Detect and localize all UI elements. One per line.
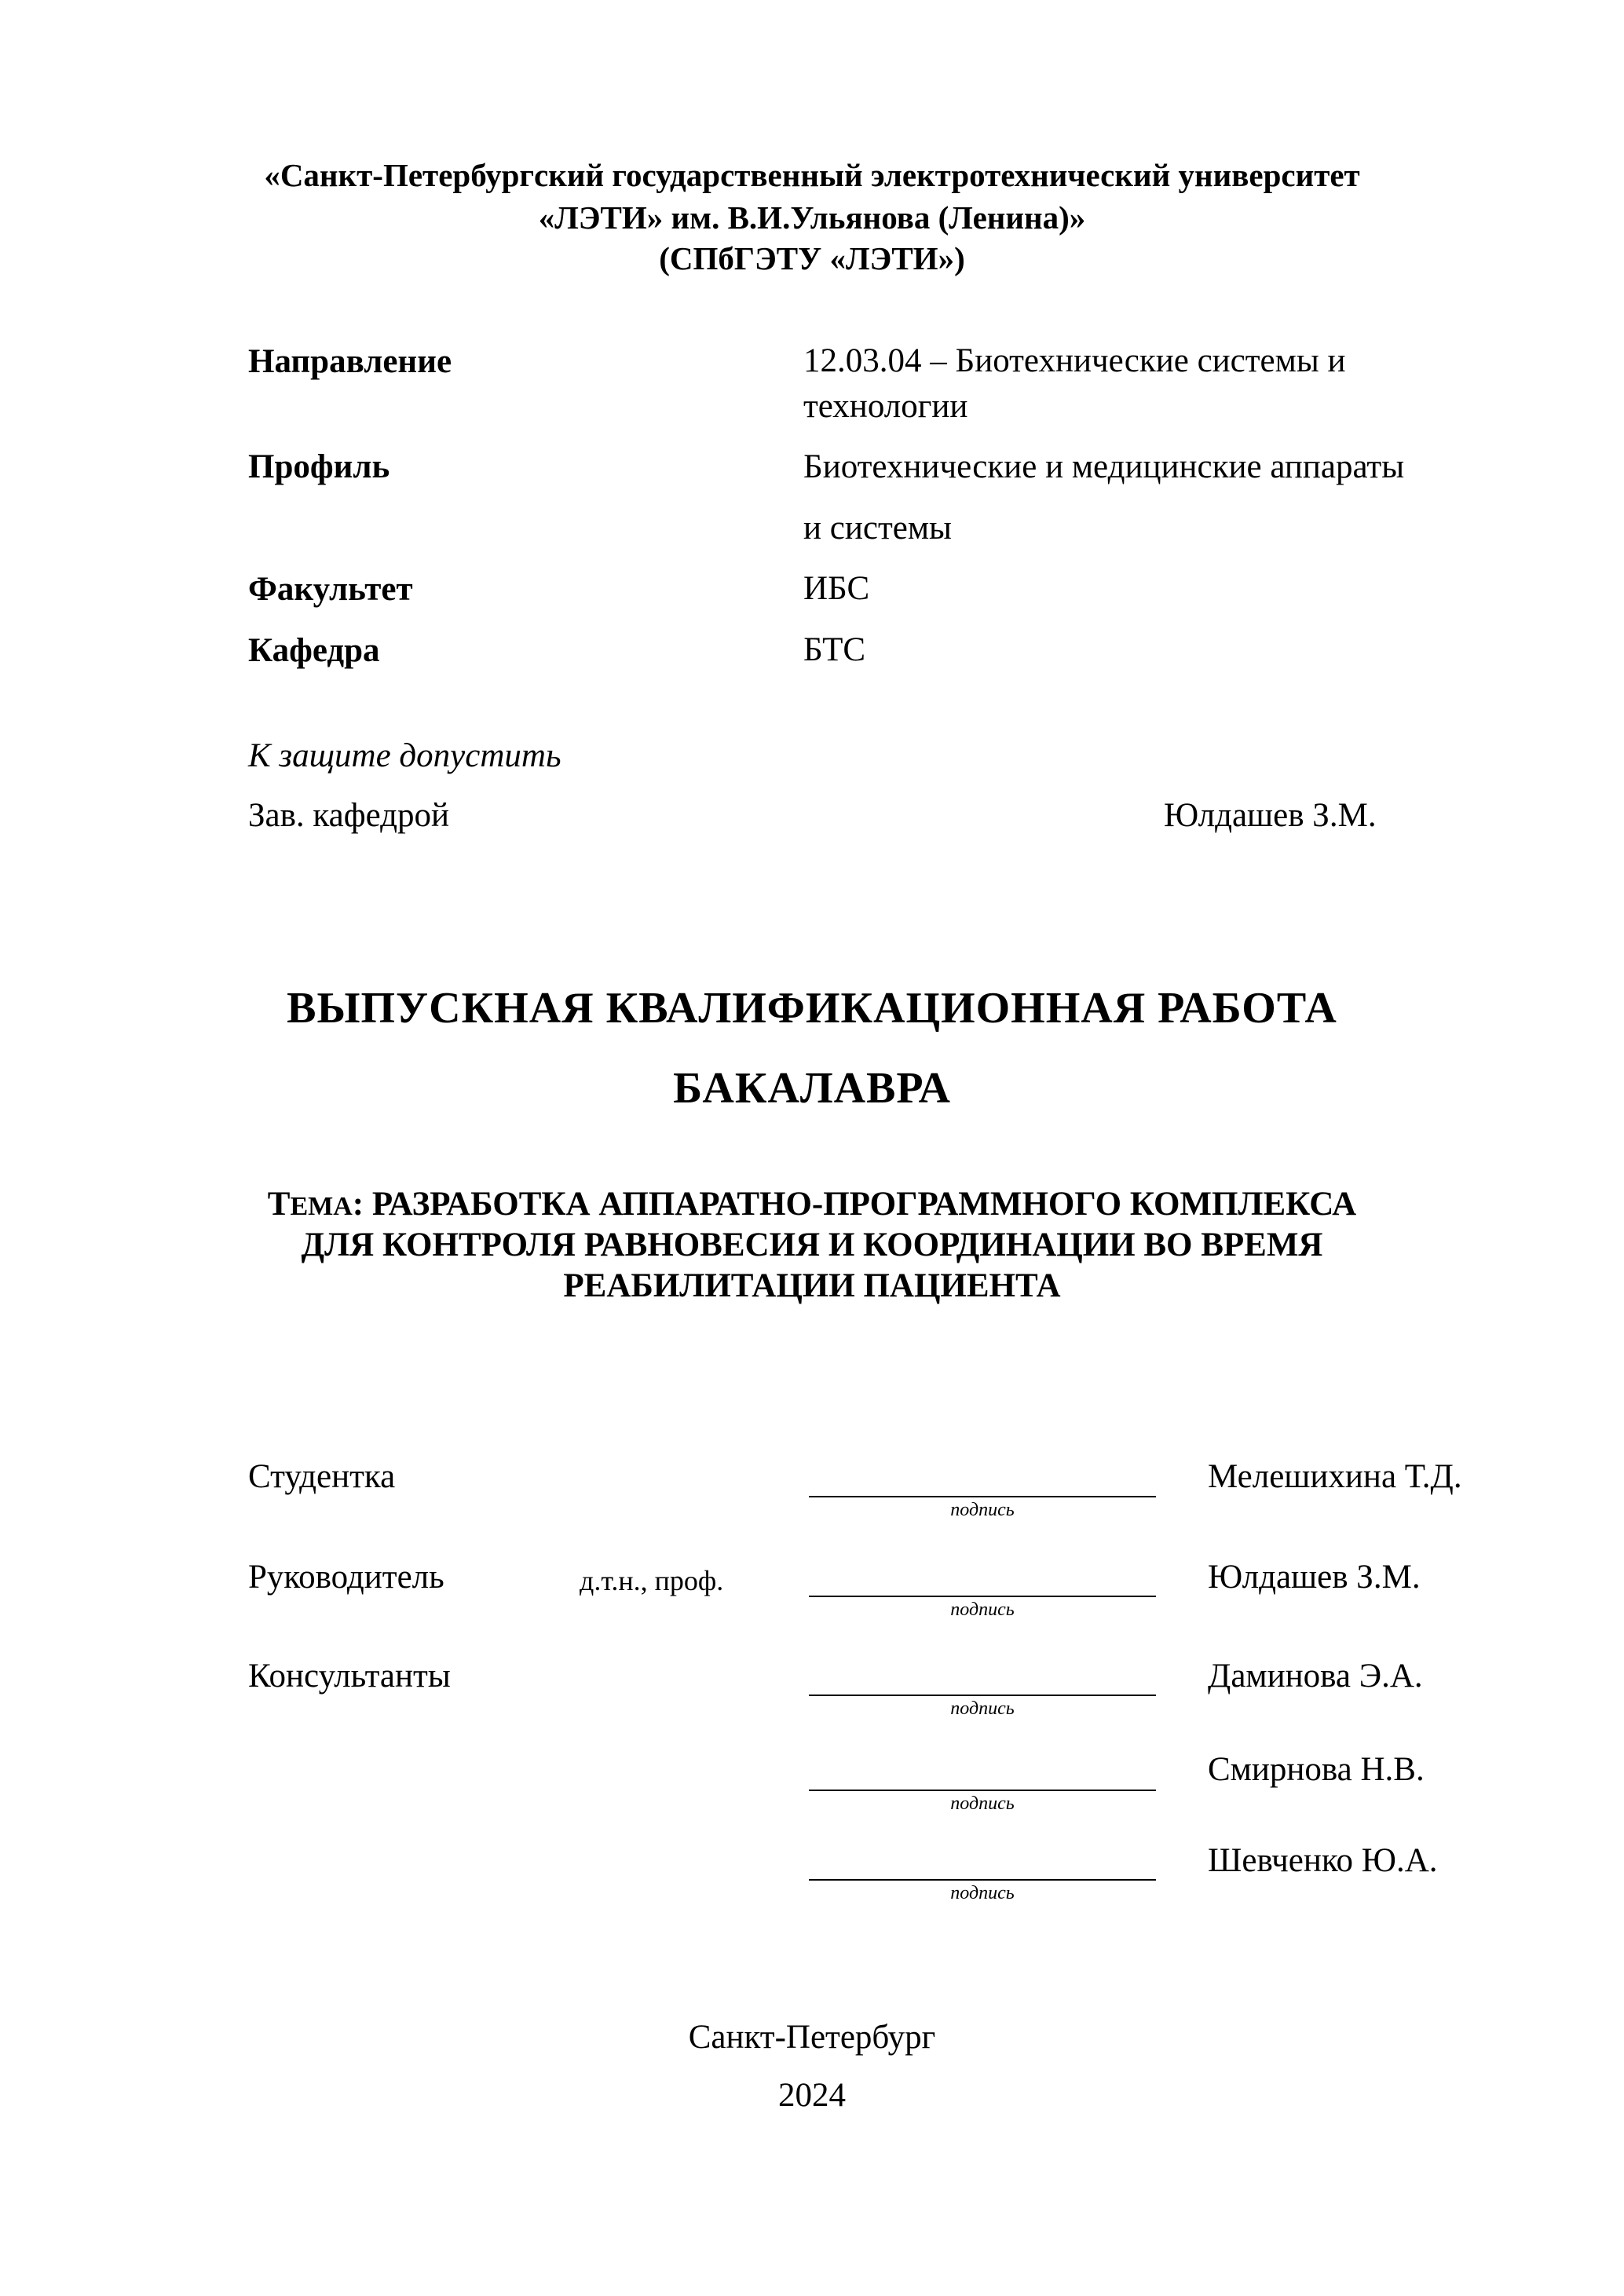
faculty-label: Факультет bbox=[248, 571, 413, 608]
head-of-department-label: Зав. кафедрой bbox=[248, 797, 450, 834]
signature-caption-consultant-2: подпись bbox=[950, 1793, 1015, 1814]
topic-prefix-rest: ЕМА bbox=[290, 1192, 353, 1221]
signature-caption-consultant-3: подпись bbox=[950, 1883, 1015, 1903]
document-title-line1: ВЫПУСКНАЯ КВАЛИФИКАЦИОННАЯ РАБОТА bbox=[287, 984, 1337, 1033]
direction-value-line1: 12.03.04 – Биотехнические системы и bbox=[803, 342, 1346, 379]
signature-role-supervisor: Руководитель bbox=[248, 1559, 444, 1596]
signature-name-consultant-2: Смирнова Н.В. bbox=[1208, 1751, 1425, 1788]
signature-line-supervisor bbox=[809, 1596, 1156, 1597]
signature-caption-consultant-1: подпись bbox=[950, 1698, 1015, 1719]
signature-caption-student: подпись bbox=[950, 1500, 1015, 1520]
direction-value bbox=[803, 338, 1510, 430]
signature-name-consultant-1: Даминова Э.А. bbox=[1208, 1658, 1423, 1695]
university-abbreviation: (СПбГЭТУ «ЛЭТИ») bbox=[659, 240, 965, 276]
signature-name-student: Мелешихина Т.Д. bbox=[1208, 1458, 1462, 1495]
head-of-department-name: Юлдашев З.М. bbox=[1164, 797, 1377, 834]
topic-prefix-colon: : bbox=[352, 1186, 364, 1223]
profile-value bbox=[803, 444, 1510, 551]
topic-text-line1: РАЗРАБОТКА АППАРАТНО-ПРОГРАММНОГО КОМПЛЕКСА bbox=[371, 1186, 1357, 1223]
department-value: БТС bbox=[803, 631, 866, 668]
footer-city: Санкт-Петербург bbox=[688, 2019, 936, 2056]
footer-year: 2024 bbox=[778, 2077, 846, 2114]
topic-line3: РЕАБИЛИТАЦИИ ПАЦИЕНТА bbox=[563, 1267, 1061, 1304]
topic-prefix-first: Т bbox=[267, 1186, 291, 1223]
signature-line-consultant-2 bbox=[809, 1790, 1156, 1791]
signature-line-consultant-3 bbox=[809, 1879, 1156, 1881]
university-name-line2: «ЛЭТИ» им. В.И.Ульянова (Ленина)» bbox=[538, 199, 1086, 236]
signature-caption-supervisor: подпись bbox=[950, 1600, 1015, 1620]
direction-value-line2: технологии bbox=[803, 388, 968, 425]
document-title-line2: БАКАЛАВРА bbox=[673, 1064, 951, 1113]
department-label: Кафедра bbox=[248, 632, 380, 669]
signature-name-consultant-3: Шевченко Ю.А. bbox=[1208, 1842, 1438, 1879]
signature-name-supervisor: Юлдашев З.М. bbox=[1208, 1559, 1421, 1596]
faculty-value: ИБС bbox=[803, 570, 870, 607]
profile-label: Профиль bbox=[248, 448, 390, 485]
signature-line-student bbox=[809, 1496, 1156, 1497]
topic-line2: ДЛЯ КОНТРОЛЯ РАВНОВЕСИЯ И КООРДИНАЦИИ ВО ВРЕМЯ bbox=[301, 1227, 1323, 1263]
topic-line1 bbox=[0, 1184, 1624, 1227]
signature-role-consultants: Консультанты bbox=[248, 1658, 451, 1695]
profile-value-line1: Биотехнические и медицинские аппараты bbox=[803, 448, 1405, 485]
direction-label: Направление bbox=[248, 343, 452, 380]
university-name-line1: «Санкт-Петербургский государственный электротехнический университет bbox=[264, 157, 1360, 193]
signature-degree-supervisor: д.т.н., проф. bbox=[580, 1565, 724, 1596]
signature-role-student: Студентка bbox=[248, 1458, 396, 1495]
signature-line-consultant-1 bbox=[809, 1695, 1156, 1696]
admission-note: К защите допустить bbox=[248, 737, 561, 774]
profile-value-line2: и системы bbox=[803, 510, 952, 547]
